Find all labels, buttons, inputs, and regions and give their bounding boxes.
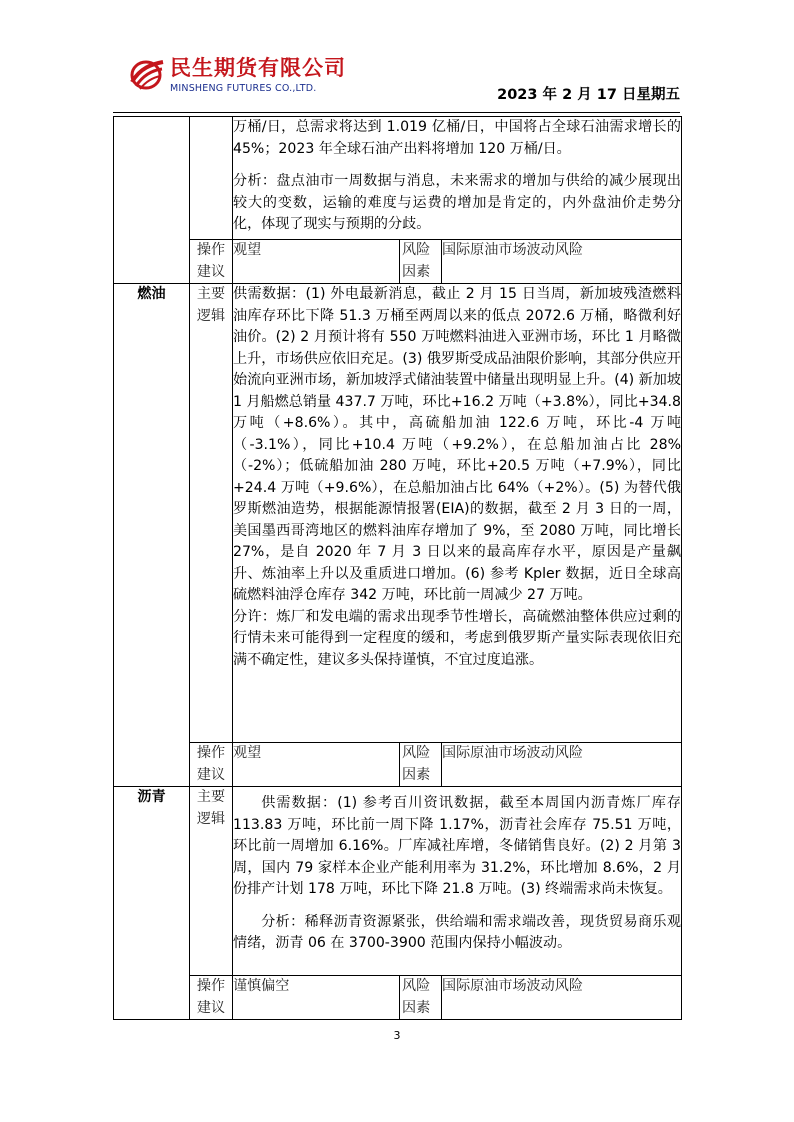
asphalt-risk-value: 国际原油市场波动风险 — [442, 976, 682, 1020]
crude-op-label: 操作建议 — [190, 240, 233, 284]
commodity-analysis-table — [113, 116, 682, 1020]
fuel-para-2: 分许：炼厂和发电端的需求出现季节性增长，高硫燃油整体供应过剩的行情未来可能得到一定程度的缓和，考虑到俄罗斯产量实际表现依旧充满不确定性，建议多头保持谨慎，不宜过度追涨。 — [233, 608, 682, 668]
page-number: 3 — [393, 1029, 401, 1042]
logo-english-name: MINSHENG FUTURES CO.,LTD. — [170, 83, 317, 94]
asphalt-op-value: 谨慎偏空 — [233, 976, 400, 1020]
asphalt-section-title: 沥青 — [114, 787, 190, 1020]
asphalt-para-1: 供需数据：(1) 参考百川资讯数据，截至本周国内沥青炼厂库存 113.83 万吨，环比前一周下降 1.17%，沥青社会库存 75.51 万吨，环比前一周增加 6.16%。厂库减社库增，冬储销售良好。(2) 2 月第 3 周，国内 79 家样本企业产能利用率为 31.2%，环比增加 8.6%，2 月份排产计划 178 万吨，环比下降 21.8 万吨。(3) 终端需求尚未恢复。 — [233, 795, 682, 897]
crude-logic-label-cell — [190, 117, 233, 240]
asphalt-operation-row — [114, 976, 682, 1020]
crude-para-2: 分析：盘点油市一周数据与消息，未来需求的增加与供给的减少展现出较大的变数，运输的难度与运费的增加是肯定的，内外盘油价走势分化，体现了现实与预期的分歧。 — [233, 173, 682, 232]
crude-logic-content — [233, 117, 682, 240]
fuel-op-value: 观望 — [233, 743, 400, 787]
logo-chinese-name: 民生期货有限公司 — [170, 56, 346, 80]
fuel-risk-value: 国际原油市场波动风险 — [442, 743, 682, 787]
asphalt-para-2: 分析：稀释沥青资源紧张，供给端和需求端改善，现货贸易商乐观情绪，沥青 06 在 3700-3900 范围内保持小幅波动。 — [233, 913, 682, 951]
crude-logic-row — [114, 117, 682, 240]
company-logo — [128, 56, 378, 102]
asphalt-logic-content — [233, 787, 682, 976]
crude-operation-row — [114, 240, 682, 284]
fuel-operation-row — [114, 743, 682, 787]
crude-risk-value: 国际原油市场波动风险 — [442, 240, 682, 284]
fuel-section-title: 燃油 — [114, 284, 190, 787]
asphalt-risk-label: 风险因素 — [400, 976, 442, 1020]
fuel-logic-content — [233, 284, 682, 743]
asphalt-logic-label: 主要逻辑 — [190, 787, 233, 976]
crude-section-cell — [114, 117, 190, 284]
fuel-para-1: 供需数据：(1) 外电最新消息，截止 2 月 15 日当周，新加坡残渣燃料油库存环比下降 51.3 万桶至两周以来的低点 2072.6 万桶，略微利好油价。(2) 2 月预计将有 550 万吨燃料油进入亚洲市场，环比 1 月略微上升，市场供应依旧充足。(3) 俄罗斯受成品油限价影响，其部分供应开始流向亚洲市场，新加坡浮式储油装置中储量出现明显上升。(4) 新加坡 1 月船燃总销量 437.7 万吨，环比+16.2 万吨（+3.8%），同比+34.8 万吨（+8.6%）。其中，高硫船加油 122.6 万吨，环比-4 万吨（-3.1%），同比+10.4 万吨（+9.2%），在总船加油占比 28%（-2%）；低硫船加油 280 万吨，环比+20.5 万吨（+7.9%），同比+24.4 万吨（+9.6%），在总船加油占比 64%（+2%）。(5) 为替代俄罗斯燃油造势，根据能源情报署(EIA)的数据，截至 2 月 3 日的一周，美国墨西哥湾地区的燃料油库存增加了 9%，至 2080 万吨，同比增长 27%，是自 2020 年 7 月 3 日以来的最高库存水平，原因是产量飙升、炼油率上升以及重质进口增加。(6) 参考 Kpler 数据，近日全球高硫燃料油浮仓库存 342 万吨，环比前一周减少 27 万吨。 — [233, 286, 682, 603]
fuel-risk-label: 风险因素 — [400, 743, 442, 787]
fuel-logic-label: 主要逻辑 — [190, 284, 233, 743]
asphalt-op-label: 操作建议 — [190, 976, 233, 1020]
report-date: 2023 年 2 月 17 日星期五 — [497, 87, 680, 103]
crude-risk-label: 风险因素 — [400, 240, 442, 284]
header-rule — [113, 112, 680, 113]
fuel-op-label: 操作建议 — [190, 743, 233, 787]
asphalt-logic-row — [114, 787, 682, 976]
minsheng-logo-icon — [128, 56, 164, 92]
crude-op-value: 观望 — [233, 240, 400, 284]
fuel-logic-row — [114, 284, 682, 743]
crude-para-1: 万桶/日，总需求将达到 1.019 亿桶/日，中国将占全球石油需求增长的 45%；2023 年全球石油产出料将增加 120 万桶/日。 — [233, 119, 682, 157]
